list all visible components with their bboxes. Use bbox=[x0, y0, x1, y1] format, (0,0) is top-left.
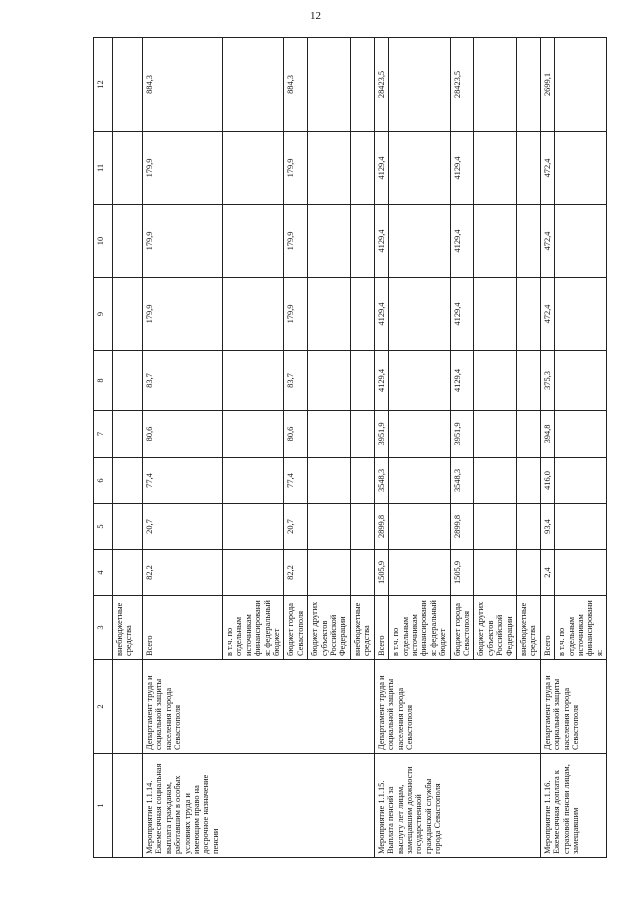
executor-cell: Департамент труда и социальной защиты населения города Севастополя bbox=[540, 660, 606, 754]
value-cell: 3951,9 bbox=[450, 411, 474, 458]
value-cell bbox=[350, 205, 374, 278]
rotated-table-frame bbox=[93, 38, 604, 858]
value-cell bbox=[223, 38, 284, 132]
column-header: 5 bbox=[94, 504, 113, 550]
table-row bbox=[540, 38, 554, 858]
value-cell bbox=[113, 411, 143, 458]
value-cell bbox=[223, 504, 284, 550]
column-header: 7 bbox=[94, 411, 113, 458]
table-row bbox=[374, 38, 388, 858]
value-cell bbox=[389, 504, 450, 550]
value-cell: 4129,4 bbox=[374, 132, 388, 205]
source-cell: бюджет города Севастополя bbox=[284, 596, 308, 660]
value-cell bbox=[474, 38, 517, 132]
value-cell: 3548,3 bbox=[374, 458, 388, 504]
value-cell: 20,7 bbox=[143, 504, 223, 550]
value-cell: 179,9 bbox=[284, 132, 308, 205]
value-cell: 179,9 bbox=[284, 205, 308, 278]
value-cell: 93,4 bbox=[540, 504, 554, 550]
value-cell: 179,9 bbox=[143, 132, 223, 205]
value-cell bbox=[308, 38, 351, 132]
value-cell: 394,8 bbox=[540, 411, 554, 458]
value-cell bbox=[474, 458, 517, 504]
column-header: 12 bbox=[94, 38, 113, 132]
value-cell bbox=[474, 411, 517, 458]
value-cell bbox=[113, 351, 143, 411]
value-cell bbox=[555, 351, 607, 411]
value-cell bbox=[113, 278, 143, 351]
value-cell: 77,4 bbox=[284, 458, 308, 504]
value-cell: 1505,9 bbox=[450, 550, 474, 596]
value-cell bbox=[389, 351, 450, 411]
value-cell: 2699,1 bbox=[540, 38, 554, 132]
funding-table bbox=[93, 37, 607, 858]
source-cell: Всего bbox=[374, 596, 388, 660]
continuation-row bbox=[113, 38, 143, 858]
value-cell: 179,9 bbox=[143, 278, 223, 351]
value-cell bbox=[389, 278, 450, 351]
column-header: 11 bbox=[94, 132, 113, 205]
value-cell bbox=[555, 132, 607, 205]
value-cell bbox=[516, 504, 540, 550]
value-cell bbox=[555, 38, 607, 132]
value-cell bbox=[389, 132, 450, 205]
value-cell: 83,7 bbox=[143, 351, 223, 411]
value-cell bbox=[223, 205, 284, 278]
source-cell: внебюджетные средства bbox=[350, 596, 374, 660]
value-cell: 416,0 bbox=[540, 458, 554, 504]
column-header: 2 bbox=[94, 660, 113, 754]
value-cell bbox=[389, 411, 450, 458]
value-cell: 77,4 bbox=[143, 458, 223, 504]
value-cell bbox=[350, 278, 374, 351]
value-cell: 4129,4 bbox=[374, 278, 388, 351]
value-cell bbox=[223, 550, 284, 596]
value-cell bbox=[474, 132, 517, 205]
value-cell bbox=[389, 38, 450, 132]
value-cell bbox=[113, 550, 143, 596]
value-cell bbox=[308, 550, 351, 596]
value-cell bbox=[474, 278, 517, 351]
value-cell bbox=[516, 458, 540, 504]
table-cell bbox=[113, 754, 143, 858]
value-cell: 82,2 bbox=[143, 550, 223, 596]
source-cell: в т.ч. по отдельным источникам финансирования: федеральный бюджет bbox=[223, 596, 284, 660]
value-cell bbox=[516, 411, 540, 458]
value-cell bbox=[350, 351, 374, 411]
column-number-row bbox=[94, 38, 113, 858]
value-cell: 3951,9 bbox=[374, 411, 388, 458]
value-cell: 2,4 bbox=[540, 550, 554, 596]
rotated-table-area bbox=[93, 38, 604, 858]
value-cell bbox=[389, 205, 450, 278]
executor-cell: Департамент труда и социальной защиты населения города Севастополя bbox=[374, 660, 540, 754]
value-cell bbox=[350, 38, 374, 132]
value-cell bbox=[308, 504, 351, 550]
value-cell bbox=[350, 132, 374, 205]
value-cell: 2899,8 bbox=[450, 504, 474, 550]
value-cell bbox=[555, 411, 607, 458]
value-cell bbox=[113, 132, 143, 205]
value-cell bbox=[223, 411, 284, 458]
value-cell bbox=[223, 351, 284, 411]
value-cell: 472,4 bbox=[540, 132, 554, 205]
value-cell bbox=[516, 278, 540, 351]
value-cell bbox=[555, 550, 607, 596]
value-cell: 3548,3 bbox=[450, 458, 474, 504]
page-number: 12 bbox=[310, 10, 321, 22]
value-cell bbox=[555, 504, 607, 550]
value-cell: 4129,4 bbox=[374, 205, 388, 278]
value-cell bbox=[113, 458, 143, 504]
value-cell bbox=[474, 351, 517, 411]
source-cell: бюджет города Севастополя bbox=[450, 596, 474, 660]
value-cell bbox=[516, 351, 540, 411]
value-cell: 4129,4 bbox=[450, 351, 474, 411]
executor-cell: Департамент труда и социальной защиты населения города Севастополя bbox=[143, 660, 375, 754]
value-cell bbox=[516, 38, 540, 132]
value-cell: 28423,5 bbox=[450, 38, 474, 132]
value-cell bbox=[308, 205, 351, 278]
source-cell: Всего bbox=[143, 596, 223, 660]
table-row bbox=[143, 38, 223, 858]
value-cell bbox=[555, 458, 607, 504]
value-cell: 179,9 bbox=[284, 278, 308, 351]
value-cell bbox=[223, 132, 284, 205]
value-cell: 375,3 bbox=[540, 351, 554, 411]
source-cell: бюджет других субъектов Российской Федерации bbox=[308, 596, 351, 660]
value-cell: 4129,4 bbox=[450, 205, 474, 278]
source-cell: в т.ч. по отдельным источникам финансирования: bbox=[555, 596, 607, 660]
value-cell: 884,3 bbox=[143, 38, 223, 132]
column-header: 1 bbox=[94, 754, 113, 858]
value-cell bbox=[474, 550, 517, 596]
source-cell: внебюджетные средства bbox=[113, 596, 143, 660]
value-cell: 179,9 bbox=[143, 205, 223, 278]
value-cell bbox=[223, 278, 284, 351]
value-cell bbox=[308, 278, 351, 351]
value-cell bbox=[113, 205, 143, 278]
value-cell bbox=[350, 411, 374, 458]
value-cell: 4129,4 bbox=[450, 278, 474, 351]
column-header: 10 bbox=[94, 205, 113, 278]
value-cell bbox=[350, 458, 374, 504]
measure-cell: Мероприятие 1.1.16. Ежемесячная доплата к страховой пенсии лицам, замещавшим bbox=[540, 754, 606, 858]
value-cell bbox=[516, 132, 540, 205]
source-cell: Всего bbox=[540, 596, 554, 660]
value-cell bbox=[308, 411, 351, 458]
value-cell: 472,4 bbox=[540, 278, 554, 351]
value-cell bbox=[308, 351, 351, 411]
source-cell: в т.ч. по отдельным источникам финансирования: федеральный бюджет bbox=[389, 596, 450, 660]
value-cell bbox=[350, 550, 374, 596]
measure-cell: Мероприятие 1.1.14. Ежемесячная социальная выплата гражданам, работавшим в особых условиях труда и имеющим право на досрочное назначение пенсии bbox=[143, 754, 375, 858]
value-cell: 80,6 bbox=[284, 411, 308, 458]
value-cell bbox=[474, 205, 517, 278]
value-cell bbox=[555, 205, 607, 278]
value-cell bbox=[350, 504, 374, 550]
value-cell: 4129,4 bbox=[374, 351, 388, 411]
source-cell: бюджет других субъектов Российской Федерации bbox=[474, 596, 517, 660]
value-cell: 1505,9 bbox=[374, 550, 388, 596]
value-cell bbox=[389, 550, 450, 596]
value-cell bbox=[516, 205, 540, 278]
source-cell: внебюджетные средства bbox=[516, 596, 540, 660]
value-cell: 20,7 bbox=[284, 504, 308, 550]
measure-cell: Мероприятие 1.1.15. Выплата пенсий за выслугу лет лицам, замещавшим должности государственной гражданской службы города Севастополя bbox=[374, 754, 540, 858]
value-cell bbox=[308, 458, 351, 504]
value-cell bbox=[555, 278, 607, 351]
value-cell bbox=[223, 458, 284, 504]
value-cell: 82,2 bbox=[284, 550, 308, 596]
value-cell bbox=[389, 458, 450, 504]
value-cell: 2899,8 bbox=[374, 504, 388, 550]
value-cell bbox=[113, 504, 143, 550]
value-cell: 472,4 bbox=[540, 205, 554, 278]
value-cell: 80,6 bbox=[143, 411, 223, 458]
value-cell bbox=[113, 38, 143, 132]
column-header: 4 bbox=[94, 550, 113, 596]
value-cell bbox=[516, 550, 540, 596]
column-header: 6 bbox=[94, 458, 113, 504]
table-cell bbox=[113, 660, 143, 754]
column-header: 9 bbox=[94, 278, 113, 351]
value-cell bbox=[474, 504, 517, 550]
column-header: 8 bbox=[94, 351, 113, 411]
value-cell: 28423,5 bbox=[374, 38, 388, 132]
value-cell: 4129,4 bbox=[450, 132, 474, 205]
value-cell: 83,7 bbox=[284, 351, 308, 411]
column-header: 3 bbox=[94, 596, 113, 660]
value-cell bbox=[308, 132, 351, 205]
value-cell: 884,3 bbox=[284, 38, 308, 132]
